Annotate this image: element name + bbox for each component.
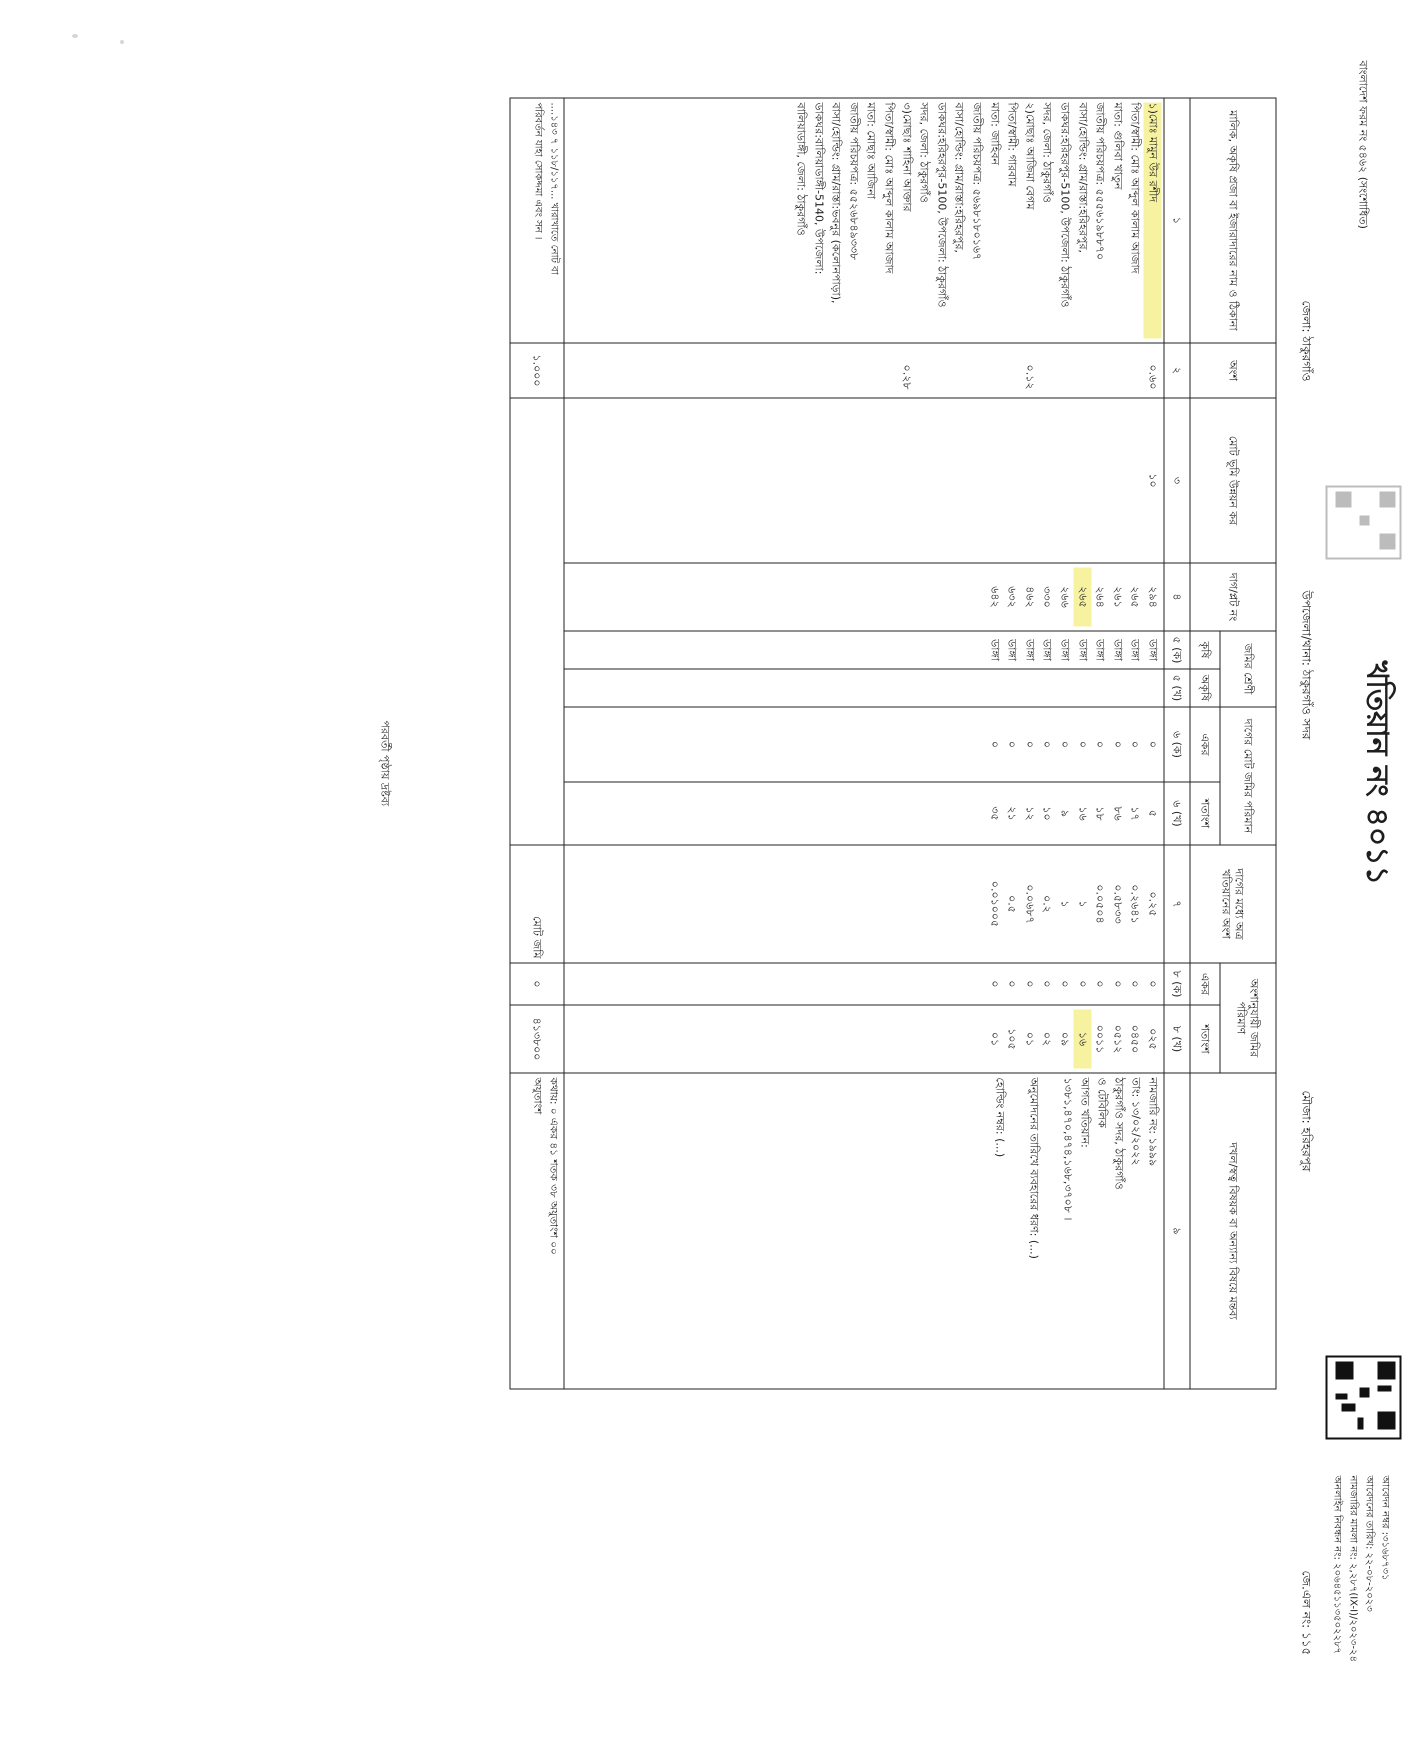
khatian-portion: ০.০৬৮৭ [1023, 884, 1037, 924]
plot-number: ৬৩২ [1005, 586, 1019, 608]
col-number: ১ [1164, 98, 1190, 343]
total-land-label: মোট জমি [510, 845, 564, 963]
plot-decimal: ২১ [1005, 806, 1019, 821]
owner-line: ডাকঘর:হরিহরপুর-5100, উপজেলা: ঠাকুরগাঁও [1058, 102, 1072, 308]
col-header-owner: মালিক, অকৃষি প্রজা বা ইজারাদারের নাম ও ঠিকানা [1190, 98, 1276, 343]
col-header-decimal: শতাংশ [1190, 782, 1220, 845]
own-acre: ০ [1040, 980, 1054, 988]
plot-acre: ০ [1058, 740, 1072, 749]
district-label: জেলা: ঠাকুরগাঁও [1299, 300, 1314, 382]
plot-decimal-column [564, 782, 1164, 845]
own-acre: ০ [1023, 980, 1037, 988]
mouza-label: মৌজা: হরিহরপুর [1299, 1090, 1314, 1172]
own-decimal: ১৬ [1074, 1010, 1092, 1069]
col-header-share-area: অংশানুযায়ী জমির পরিমাণ [1220, 963, 1276, 1073]
col-header-land-class: জমির শ্রেণী [1220, 631, 1276, 707]
own-acre: ০ [1128, 980, 1142, 988]
owner-line: মাতা: মোছাঃ আজিনা [865, 102, 878, 199]
col-number: ৮ (ক) [1164, 963, 1190, 1005]
land-class: ডাঙ্গা [1005, 639, 1019, 661]
owner-line: বালিয়াডাঙ্গী, জেলা: ঠাকুরগাঁও [794, 102, 808, 236]
total-in-words-suffix: অযুতাংশ [531, 1077, 544, 1115]
plot-acre: ০ [1076, 740, 1090, 749]
remark-line: আগত খতিয়ান: [1078, 1077, 1092, 1148]
own-acre: ০ [1093, 980, 1107, 988]
own-acre: ০ [1058, 980, 1072, 988]
owner-line: জাতীয় পরিচয়পত্র: ৫৫২৬৮৪৯৩৩৮ [847, 102, 861, 261]
remark-line: হোল্ডিং নম্বর: (...) [993, 1077, 1007, 1158]
land-class: ডাঙ্গা [1058, 639, 1072, 661]
scan-speck [72, 34, 78, 38]
own-acre: ০ [1005, 980, 1019, 988]
tax-column [564, 398, 1164, 563]
col-header-share: অংশ [1190, 343, 1276, 398]
col-number: ৭ [1164, 845, 1190, 963]
plot-number: ৬৪২ [988, 586, 1002, 608]
owner-list [564, 98, 1164, 343]
plot-decimal: ১৮ [1093, 806, 1107, 821]
continuation-note: পরিবর্তন যাহা সোকদ্দমা এবং সন । [532, 102, 544, 240]
total-decimal: ৪১৩৮০০ [510, 1005, 564, 1073]
next-page-note: পরবর্তী পৃষ্ঠায় দ্রষ্টব্য [378, 720, 392, 807]
remark-line: অনুমোদনের তারিখে ব্যবহারের ধরণ: (...) [1027, 1077, 1041, 1259]
land-class: ডাঙ্গা [1093, 639, 1107, 661]
tax-value: ১০ [1146, 473, 1160, 488]
own-decimal: ০০১১ [1093, 1024, 1107, 1054]
col-header-plot: দাগ/প্লট নং [1190, 563, 1276, 631]
remark-line [1043, 1078, 1060, 1385]
owner-line: ২)মোছাঃ আজিমা বেগম [1023, 102, 1037, 210]
continuation-note-cell [510, 98, 564, 343]
plot-acre: ০ [1023, 740, 1037, 749]
land-class: ডাঙ্গা [1076, 639, 1090, 661]
owner-line: বাসা/হোল্ডিং: গ্রাম/রাস্তা:ভবনুর (কলোনপাড়া), [829, 102, 843, 304]
continuation-prefix: ....১৪৩ ৭ ১১৮/১১৭... খারাখাতে নোট বা [548, 102, 560, 275]
col-number: ৬ (ক) [1164, 707, 1190, 782]
own-decimal: ০১ [1023, 1031, 1037, 1047]
jl-number: জে.এল নং: ১১৫ [1299, 1570, 1314, 1656]
col-number: ৩ [1164, 398, 1190, 563]
own-acre: ০ [988, 980, 1002, 988]
col-number: ৫ (ক) [1164, 631, 1190, 669]
nonagri-column [564, 669, 1164, 707]
plot-number: ২৬৫ [1074, 568, 1092, 627]
share-value: ০.২৮ [900, 364, 914, 390]
col-header-remarks: দখল/স্বত্ব বিষয়ক বা অন্যান্য বিষয়ে মন্তব্য [1190, 1073, 1276, 1389]
khatian-portion: ০.৫৮৩৩ [1111, 884, 1125, 924]
khatian-portion: ০.০১০০৫ [988, 880, 1002, 928]
share-column [564, 343, 1164, 398]
owner-line: জাতীয় পরিচয়পত্র: ৫৬৯৮১৮০১৬৭ [970, 102, 984, 261]
share-value: ০.১২ [1023, 364, 1037, 390]
khatian-portion: ০.২৬৪১ [1128, 884, 1142, 924]
remarks-column [564, 1073, 1164, 1389]
owner-line: পিতা/স্বামী: মোঃ আব্দুল কালাম আজাদ [1128, 102, 1142, 274]
own-decimal-column [564, 1005, 1164, 1073]
col-number: ৫ (খ) [1164, 669, 1190, 707]
col-number: ৮ (খ) [1164, 1005, 1190, 1073]
owner-line: ডাকঘর:হরিহরপুর-5100, উপজেলা: ঠাকুরগাঁও [935, 102, 949, 308]
khatian-table [510, 98, 1277, 1390]
khatian-portion: ১ [1058, 900, 1072, 908]
own-decimal: ০৫১২ [1111, 1024, 1125, 1054]
plot-decimal: ১২ [1023, 806, 1037, 821]
total-share: ১.০০০ [510, 343, 564, 398]
application-date: আবেদনের তারিখ: ২২-০৮-২০২৩ [1363, 1475, 1375, 1612]
plot-number: ৪৬২ [1023, 586, 1037, 608]
plot-acre: ০ [1111, 740, 1125, 749]
remark-line: ঠাকুরগাঁও সদর, ঠাকুরগাঁও [1112, 1077, 1126, 1190]
plot-number: ২৯৪ [1146, 586, 1160, 608]
land-class: ডাঙ্গা [1023, 639, 1037, 661]
owner-line: বাসা/হোল্ডিং: গ্রাম/রাস্তা:হরিহরপুর, [952, 102, 966, 254]
col-header-tax: মোট ভূমি উন্নয়ন কর [1190, 398, 1276, 563]
owner-line: ডাকঘর:বালিয়াডাঙ্গী-5140, উপজেলা: [812, 102, 826, 275]
col-number: ২ [1164, 343, 1190, 398]
plot-decimal: ৮৬ [1111, 806, 1125, 821]
owner-line: পিতা/স্বামী: মোঃ আব্দুল কালাম আজাদ [882, 102, 896, 274]
plot-decimal: ৯ [1058, 809, 1072, 818]
khatian-portion: ০.৫ [1005, 895, 1019, 913]
scan-speck [120, 40, 124, 44]
plot-acre: ০ [1146, 740, 1160, 749]
plot-number: ২৬৪ [1093, 586, 1107, 608]
col-header-own-acre: একর [1190, 963, 1220, 1005]
owner-line: ৩)মোছাঃ শাহিনা আক্তার [900, 102, 914, 212]
plot-acre: ০ [1128, 740, 1142, 749]
own-decimal: ০১ [988, 1031, 1002, 1047]
own-decimal: ০২ [1040, 1031, 1054, 1047]
own-acre: ০ [1076, 980, 1090, 988]
plot-number: ২৬৬ [1058, 586, 1072, 608]
owner-line: জাতীয় পরিচয়পত্র: ৫৫৫৬১৯৮৮৭০ [1093, 102, 1107, 261]
remark-line: ও টেবিলিক [1095, 1077, 1109, 1128]
remark-line [1009, 1078, 1026, 1385]
land-class: ডাঙ্গা [988, 639, 1002, 661]
land-class: ডাঙ্গা [1128, 639, 1142, 661]
online-registration-number: অনলাইন নিবন্ধন নং: ২০৬৪৫১১৩৫০২২৮৭ [1331, 1475, 1343, 1655]
col-number: ৯ [1164, 1073, 1190, 1389]
remark-line: নামজারি নং: ১৯৯৯ [1146, 1077, 1160, 1167]
owner-line: বাসা/হোল্ডিং: গ্রাম/রাস্তা:হরিহরপুর, [1076, 102, 1090, 254]
own-acre-column [564, 963, 1164, 1005]
share-value: ০.৬০ [1146, 364, 1160, 390]
page-title: খতিয়ান নং ৪০১১ [1359, 660, 1395, 886]
owner-line: সদর, জেলা: ঠাকুরগাঁও [917, 102, 931, 203]
form-number: বাংলাদেশ ফরম নং ৫৪৬২ (সংশোধিত) [1356, 60, 1370, 229]
remark-line: ১৩৮১,৪৭০,৪৭৪,১৬৮,৩৭০৮ । [1061, 1077, 1075, 1221]
col-header-plot-area: দাগের মোট জমির পরিমান [1220, 707, 1276, 845]
plot-number: ২৬১ [1111, 586, 1125, 608]
application-number: আবেদন নম্বর :৩১৬৮৭৩১ [1379, 1475, 1391, 1581]
plot-acre: ০ [1093, 740, 1107, 749]
land-class: ডাঙ্গা [1111, 639, 1125, 661]
own-decimal: ১০৫ [1005, 1028, 1019, 1050]
case-number: নামজারির মামলা নং: ২,২৮৭(IX-I)/২০২৩-২৪ [1347, 1475, 1359, 1662]
plot-number: ২৬৫ [1128, 586, 1142, 608]
khatian-portion: ০.২৫ [1146, 891, 1160, 917]
col-number: ৪ [1164, 563, 1190, 631]
col-header-agri: কৃষি [1190, 631, 1220, 669]
total-acre: ০ [510, 963, 564, 1005]
remark-line: তাং: ১৩/০২/২০২২ [1129, 1077, 1143, 1166]
owner-line: মাতা: গুলিবা খাতুন [1111, 102, 1125, 190]
owner-line: সদর, জেলা: ঠাকুরগাঁও [1040, 102, 1054, 203]
plot-acre: ০ [1005, 740, 1019, 749]
land-class: ডাঙ্গা [1040, 639, 1054, 661]
total-in-words: কথায়: ০ একর ৪১ শতক ৩৮ অযুতাংশ ০০ [547, 1077, 560, 1255]
plot-acre-column [564, 707, 1164, 782]
plot-decimal: ১৭ [1128, 806, 1142, 821]
khatian-portion: ০.২ [1040, 895, 1054, 913]
own-acre: ০ [1111, 980, 1125, 988]
owner-line: ১)মোঃ মামুন উর রশীদ [1144, 103, 1162, 339]
col-header-nonagri: অকৃষি [1190, 669, 1220, 707]
khatian-sheet [340, 1, 1402, 1756]
plot-acre: ০ [1040, 740, 1054, 749]
land-class-column [564, 631, 1164, 669]
col-header-khatian-portion: দাগের মধ্যে অত্র খতিয়ানের অংশ [1190, 845, 1276, 963]
own-decimal: ০৯ [1058, 1031, 1072, 1047]
plot-acre: ০ [988, 740, 1002, 749]
own-decimal: ০৪৫০ [1128, 1024, 1142, 1054]
land-class: ডাঙ্গা [1146, 639, 1160, 661]
col-number: ৬ (খ) [1164, 782, 1190, 845]
plot-decimal: ১০ [1040, 806, 1054, 821]
plot-decimal: ৫ [1146, 809, 1160, 818]
qr-code-watermark [1326, 486, 1402, 560]
col-header-own-decimal: শতাংশ [1190, 1005, 1220, 1073]
plot-decimal: ১৬ [1076, 806, 1090, 821]
plot-column [564, 563, 1164, 631]
upazila-label: উপজেলা/থানা: ঠাকুরগাঁও সদর [1299, 590, 1314, 740]
total-in-words-cell [510, 1073, 564, 1389]
khatian-portion: ১ [1076, 900, 1090, 908]
owner-line: মাতা: জাহিবন [988, 102, 1002, 166]
plot-number: ৩৩০ [1040, 586, 1054, 608]
owner-line: পিতা/স্বামী: গারবাম [1005, 102, 1019, 187]
khatian-portion: ০.০৫০৪ [1093, 884, 1107, 924]
khatian-portion-column [564, 845, 1164, 963]
own-acre: ০ [1146, 980, 1160, 988]
qr-code [1326, 1356, 1402, 1440]
plot-decimal: ৩৫ [988, 806, 1002, 821]
own-decimal: ০২৫ [1146, 1028, 1160, 1050]
col-header-acre: একর [1190, 707, 1220, 782]
